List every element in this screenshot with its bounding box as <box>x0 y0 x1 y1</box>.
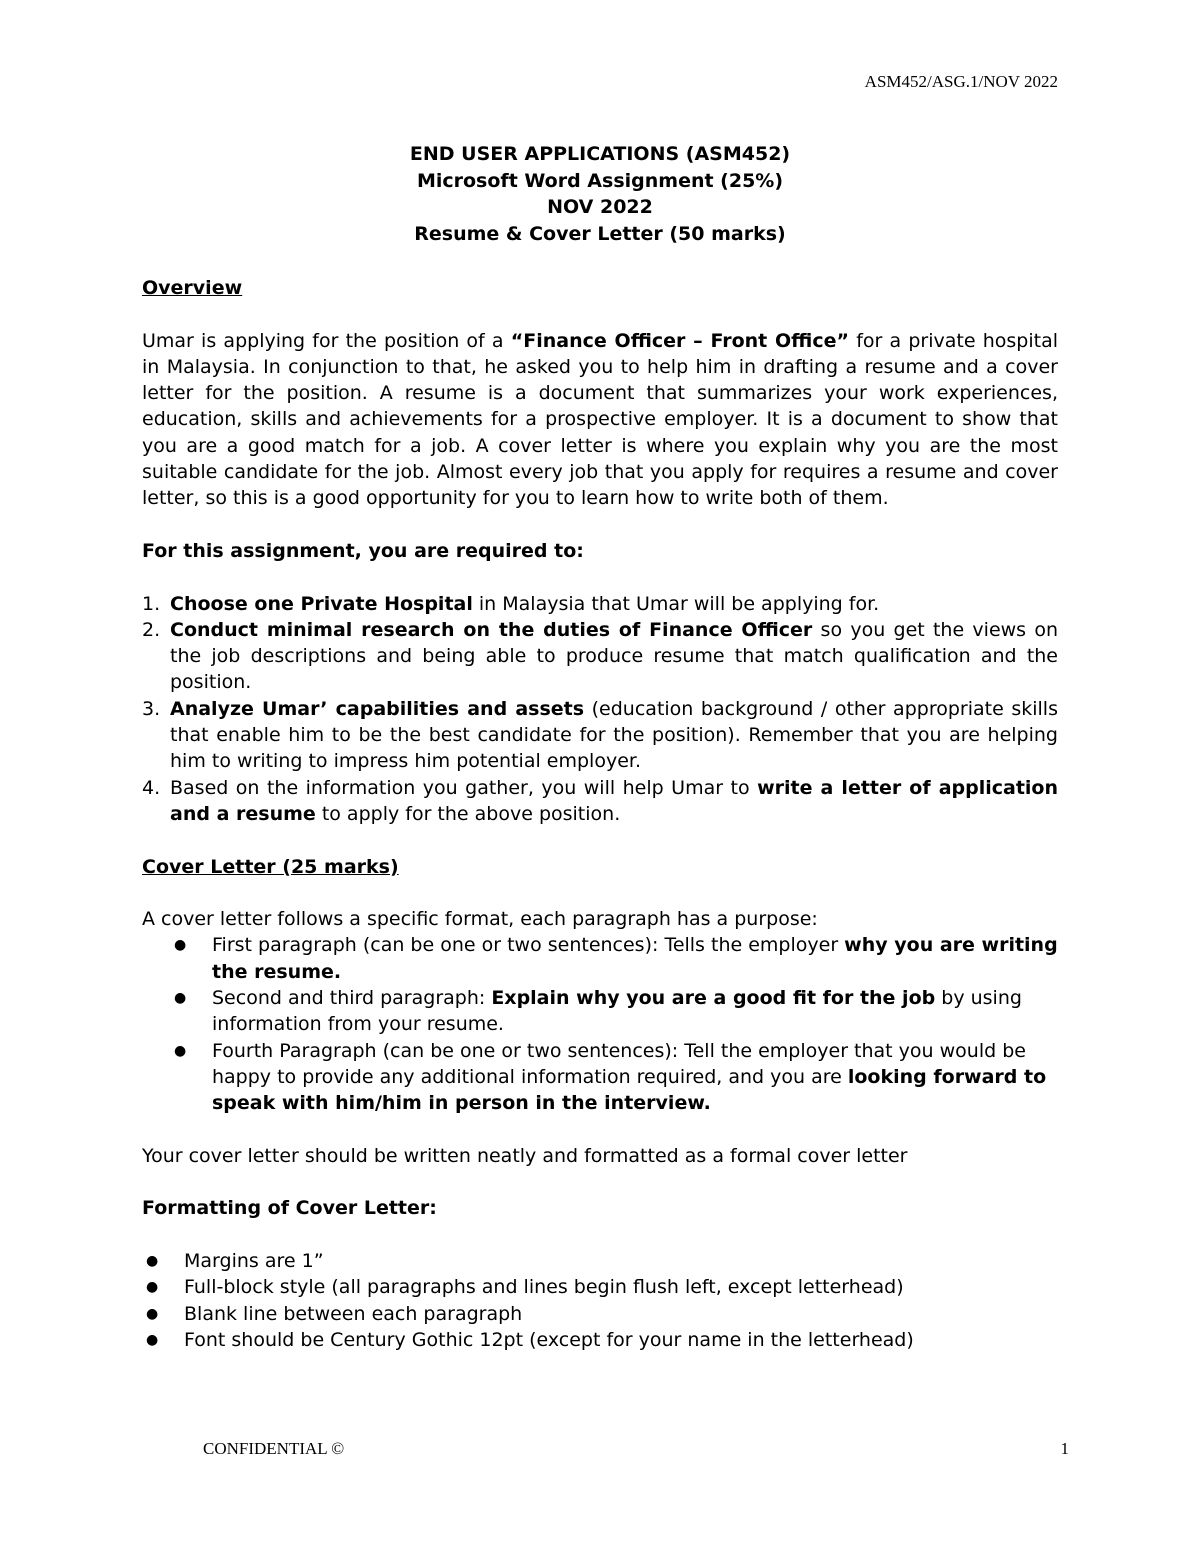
formatting-heading: Formatting of Cover Letter: <box>142 1197 437 1220</box>
title-line-course: END USER APPLICATIONS (ASM452) <box>409 143 791 165</box>
task-bold-text: Analyze Umar’ capabilities and assets <box>170 697 585 720</box>
list-item <box>142 1327 1058 1353</box>
item-text: Fourth Paragraph (can be one or two sentences): Tell the employer that you would be happy to provide any additional information required, and you are <box>212 1039 1026 1088</box>
document-title <box>0 141 1200 247</box>
overview-heading: Overview <box>142 277 243 299</box>
task-item <box>142 696 1058 775</box>
spacer <box>142 880 1058 906</box>
spacer <box>142 564 1058 590</box>
item-bold-text: Explain why you are a good fit for the job <box>491 987 936 1010</box>
task-text: (education background / other appropriate skills that enable him to be the best candidate for the position). Remember that you are helping him to writing to impress him potential employer. <box>170 697 1058 773</box>
task-item <box>142 591 1058 617</box>
task-text: so you get the views on the job descriptions and being able to produce resume that match qualification and the position. <box>170 618 1058 694</box>
list-item <box>142 1301 1058 1327</box>
tasks-heading: For this assignment, you are required to: <box>142 539 584 562</box>
page-number: 1 <box>1060 1439 1069 1458</box>
item-text-end: by using information from your resume. <box>212 987 1022 1036</box>
task-text: to apply for the above position. <box>315 802 621 825</box>
list-item <box>142 985 1058 1038</box>
bullet-icon: ● <box>174 990 187 1007</box>
cover-letter-intro: A cover letter follows a specific format, each paragraph has a purpose: <box>142 908 818 931</box>
task-bold-text: Choose one Private Hospital <box>170 592 473 615</box>
bullet-icon: ● <box>174 937 187 954</box>
position-title: “Finance Officer – Front Office” <box>510 329 849 352</box>
document-code: ASM452/ASG.1/NOV 2022 <box>864 72 1058 91</box>
title-line-topic: Resume & Cover Letter (50 marks) <box>414 222 786 245</box>
task-bold-text: write a letter of application and a resume <box>170 776 1058 825</box>
task-text: in Malaysia that Umar will be applying for. <box>472 592 880 615</box>
spacer <box>142 1222 1058 1248</box>
spacer <box>142 1117 1058 1143</box>
task-number: 1. <box>142 592 161 615</box>
task-item <box>142 775 1058 828</box>
overview-text-end: for a private hospital in Malaysia. In conjunction to that, he asked you to help him in drafting a resume and a cover letter for the position. A resume is a document that summarizes your work experiences, education, skills and achievements for a prospective employer. It is a document to show that you are a good match for a job. A cover letter is where you explain why you are the most suitable candidate for the job. Almost every job that you apply for requires a resume and cover letter, so this is a good opportunity for you to learn how to write both of them. <box>142 329 1058 510</box>
task-number: 3. <box>142 697 161 720</box>
spacer <box>142 301 1058 327</box>
footer-confidential: CONFIDENTIAL © <box>203 1439 345 1458</box>
task-number: 2. <box>142 618 161 641</box>
item-text: Font should be Century Gothic 12pt (except for your name in the letterhead) <box>184 1328 914 1351</box>
item-text: Margins are 1” <box>184 1249 324 1272</box>
spacer <box>142 512 1058 538</box>
tasks-list <box>142 591 1058 828</box>
cover-letter-paragraph-list <box>142 932 1058 1116</box>
spacer <box>142 1169 1058 1195</box>
item-text: First paragraph (can be one or two sentences): Tells the employer <box>212 934 845 957</box>
title-line-session: NOV 2022 <box>547 196 653 218</box>
title-line-assignment: Microsoft Word Assignment (25%) <box>416 169 784 192</box>
bullet-icon: ● <box>146 1279 159 1296</box>
item-text: Second and third paragraph: <box>212 987 492 1010</box>
cover-letter-heading: Cover Letter (25 marks) <box>142 855 399 878</box>
overview-text-start: Umar is applying for the position of a <box>142 329 511 352</box>
list-item <box>142 1248 1058 1274</box>
bullet-icon: ● <box>146 1252 159 1269</box>
list-item <box>142 1038 1058 1117</box>
bullet-icon: ● <box>174 1042 187 1059</box>
overview-paragraph <box>142 328 1058 512</box>
item-bold-text: why you are writing the resume. <box>212 934 1058 983</box>
cover-letter-closing: Your cover letter should be written neatly and formatted as a formal cover letter <box>142 1144 908 1167</box>
bullet-icon: ● <box>146 1331 159 1348</box>
item-text: Blank line between each paragraph <box>184 1302 523 1325</box>
list-item <box>142 932 1058 985</box>
formatting-list <box>142 1248 1058 1353</box>
task-bold-text: Conduct minimal research on the duties of Finance Officer <box>170 618 813 641</box>
item-text: Full-block style (all paragraphs and lines begin flush left, except letterhead) <box>184 1276 904 1299</box>
item-bold-text: looking forward to speak with him/him in person in the interview. <box>212 1065 1047 1115</box>
spacer <box>142 827 1058 853</box>
document-body <box>142 275 1058 1353</box>
list-item <box>142 1274 1058 1300</box>
task-item <box>142 617 1058 696</box>
task-number: 4. <box>142 776 161 799</box>
bullet-icon: ● <box>146 1305 159 1322</box>
task-text-pre: Based on the information you gather, you will help Umar to <box>170 776 758 799</box>
